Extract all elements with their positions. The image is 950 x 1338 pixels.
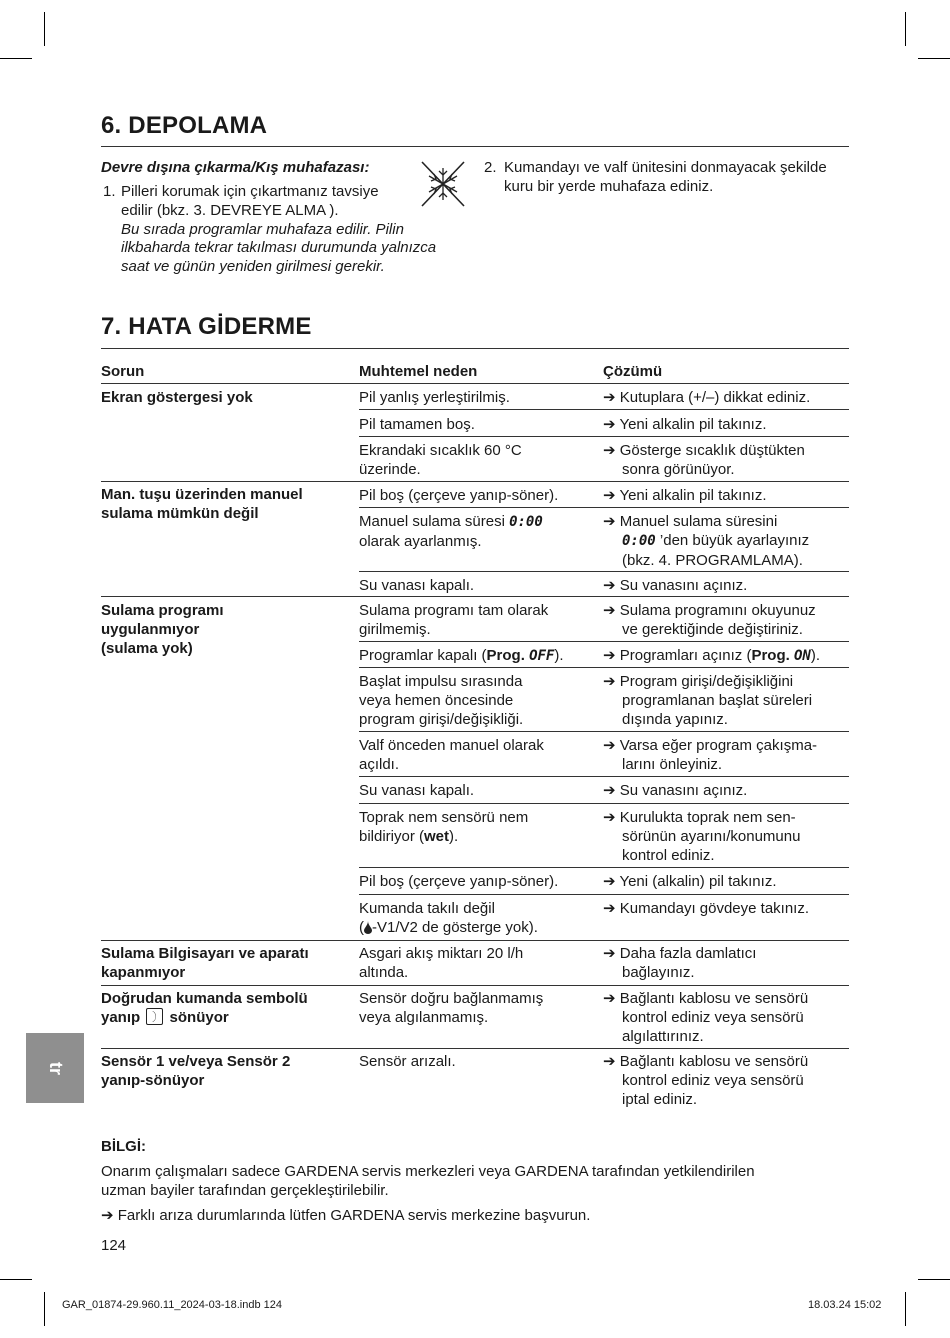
table-rule [359,894,849,895]
column-header-solution: Çözümü [603,363,663,380]
storage-item-1-line: Pilleri korumak için çıkartmanız tavsiye [121,183,379,200]
crop-mark [905,1292,906,1326]
table-rule [359,641,849,642]
table-rule [101,1048,849,1049]
crop-mark [44,1292,45,1326]
cause-cell: Pil boş (çerçeve yanıp-söner). [359,487,559,504]
info-text: uzman bayiler tarafından gerçekleştirilebilir. [101,1182,389,1199]
table-rule [101,383,849,384]
cause-cell: Asgari akış miktarı 20 l/h altında. [359,945,524,981]
solution-cell: ➔ Manuel sulama süresini 0:00 ’den büyük ayarlayınız (bkz. 4. PROGRAMLAMA). [603,513,810,569]
solution-cell: ➔ Yeni alkalin pil takınız. [603,487,767,504]
cause-cell: Sensör doğru bağlanmamış veya algılanmamış. [359,990,544,1026]
storage-item-1-note: ilkbaharda tekrar takılması durumunda yalnızca [121,239,437,256]
problem-cell: Man. tuşu üzerinden manuel sulama mümkün değil [101,486,303,522]
problem-cell: Sulama Bilgisayarı ve aparatı kapanmıyor [101,945,309,981]
cause-cell: Pil boş (çerçeve yanıp-söner). [359,873,559,890]
section-heading-troubleshooting: 7. HATA GİDERME [101,313,312,340]
cause-cell: Su vanası kapalı. [359,577,475,594]
solution-cell: ➔ Kumandayı gövdeye takınız. [603,900,810,917]
solution-cell: ➔ Kurulukta toprak nem sen- sörünün ayarını/konumunu kontrol ediniz. [603,809,801,864]
storage-item-2-line: kuru bir yerde muhafaza ediniz. [504,178,714,195]
solution-cell: ➔ Su vanasını açınız. [603,577,748,594]
cause-cell: Programlar kapalı (Prog. OFF). [359,647,564,664]
info-heading: BİLGİ: [101,1138,146,1155]
table-rule [101,985,849,986]
crop-mark [44,12,45,46]
storage-item-2-line: Kumandayı ve valf ünitesini donmayacak şekilde [504,159,827,176]
cause-cell: Valf önceden manuel olarak açıldı. [359,737,544,773]
table-rule [101,596,849,597]
storage-item-2-number: 2. [484,159,497,176]
crop-mark [918,1279,950,1280]
storage-item-1-number: 1. [103,183,116,200]
frost-protection-icon [420,160,466,208]
lcd-value: ON [793,648,811,664]
table-rule [359,507,849,508]
table-rule [359,731,849,732]
solution-cell: ➔ Program girişi/değişikliğini programlanan başlat süreleri dışında yapınız. [603,673,813,728]
crop-mark [905,12,906,46]
table-rule [359,409,849,410]
crop-mark [0,58,32,59]
cause-cell: Sulama programı tam olarak girilmemiş. [359,602,549,638]
crop-mark [918,58,950,59]
lcd-value: 0:00 [509,514,543,530]
language-tab: tr [26,1033,84,1103]
lcd-value: 0:00 [622,533,656,549]
cause-cell: Manuel sulama süresi 0:00 olarak ayarlanmış. [359,513,543,550]
problem-cell: Sulama programı uygulanmıyor (sulama yok) [101,602,224,657]
info-text: Onarım çalışmaları sadece GARDENA servis merkezleri veya GARDENA tarafından yetkilendirilen [101,1163,755,1180]
solution-cell: ➔ Bağlantı kablosu ve sensörü kontrol ediniz veya sensörü iptal ediniz. [603,1053,809,1108]
direct-control-icon [146,1008,163,1025]
table-rule [359,867,849,868]
solution-cell: ➔ Varsa eğer program çakışma- larını önleyiniz. [603,737,818,773]
heading-rule [101,146,849,147]
solution-cell: ➔ Daha fazla damlatıcı bağlayınız. [603,945,757,981]
cause-cell: Toprak nem sensörü nem bildiriyor (wet). [359,809,529,845]
storage-item-1-line: edilir (bkz. 3. DEVREYE ALMA ). [121,202,339,219]
footer-date: 18.03.24 15:02 [808,1299,882,1311]
solution-cell: ➔ Programları açınız (Prog. ON). [603,647,820,664]
solution-cell: ➔ Sulama programını okuyunuz ve gerektiğinde değiştiriniz. [603,602,816,638]
storage-subheading: Devre dışına çıkarma/Kış muhafazası: [101,159,370,176]
solution-cell: ➔ Yeni alkalin pil takınız. [603,416,767,433]
table-rule [359,667,849,668]
solution-cell: ➔ Su vanasını açınız. [603,782,748,799]
table-rule [359,436,849,437]
solution-cell: ➔ Bağlantı kablosu ve sensörü kontrol ediniz veya sensörü algılattırınız. [603,990,809,1045]
storage-item-1-note: saat ve günün yeniden girilmesi gerekir. [121,258,385,275]
water-drop-icon [364,920,372,939]
crop-mark [0,1279,32,1280]
cause-cell: Ekrandaki sıcaklık 60 °C üzerinde. [359,442,522,478]
problem-cell: Doğrudan kumanda sembolü yanıp sönüyor [101,990,308,1026]
info-text: ➔ Farklı arıza durumlarında lütfen GARDENA servis merkezine başvurun. [101,1207,591,1224]
table-rule [359,803,849,804]
column-header-cause: Muhtemel neden [359,363,478,380]
heading-rule [101,348,849,349]
table-rule [359,571,849,572]
cause-cell: Başlat impulsu sırasında veya hemen öncesinde program girişi/değişikliği. [359,673,524,728]
footer-file: GAR_01874-29.960.11_2024-03-18.indb 124 [62,1299,282,1311]
page-number: 124 [101,1237,127,1254]
storage-item-1-note: Bu sırada programlar muhafaza edilir. Pilin [121,221,404,238]
problem-cell: Sensör 1 ve/veya Sensör 2 yanıp-sönüyor [101,1053,291,1089]
solution-cell: ➔ Kutuplara (+/–) dikkat ediniz. [603,389,811,406]
solution-cell: ➔ Gösterge sıcaklık düştükten sonra görünüyor. [603,442,805,478]
table-rule [101,481,849,482]
solution-cell: ➔ Yeni (alkalin) pil takınız. [603,873,777,890]
cause-cell: Sensör arızalı. [359,1053,456,1070]
cause-cell: Pil yanlış yerleştirilmiş. [359,389,510,406]
table-rule [359,776,849,777]
problem-cell: Ekran göstergesi yok [101,389,253,406]
cause-cell: Kumanda takılı değil ( -V1/V2 de gösterge yok). [359,899,538,939]
lcd-value: OFF [529,648,555,664]
table-rule [101,940,849,941]
section-heading-storage: 6. DEPOLAMA [101,112,268,139]
cause-cell: Pil tamamen boş. [359,416,475,433]
column-header-problem: Sorun [101,363,145,380]
cause-cell: Su vanası kapalı. [359,782,475,799]
